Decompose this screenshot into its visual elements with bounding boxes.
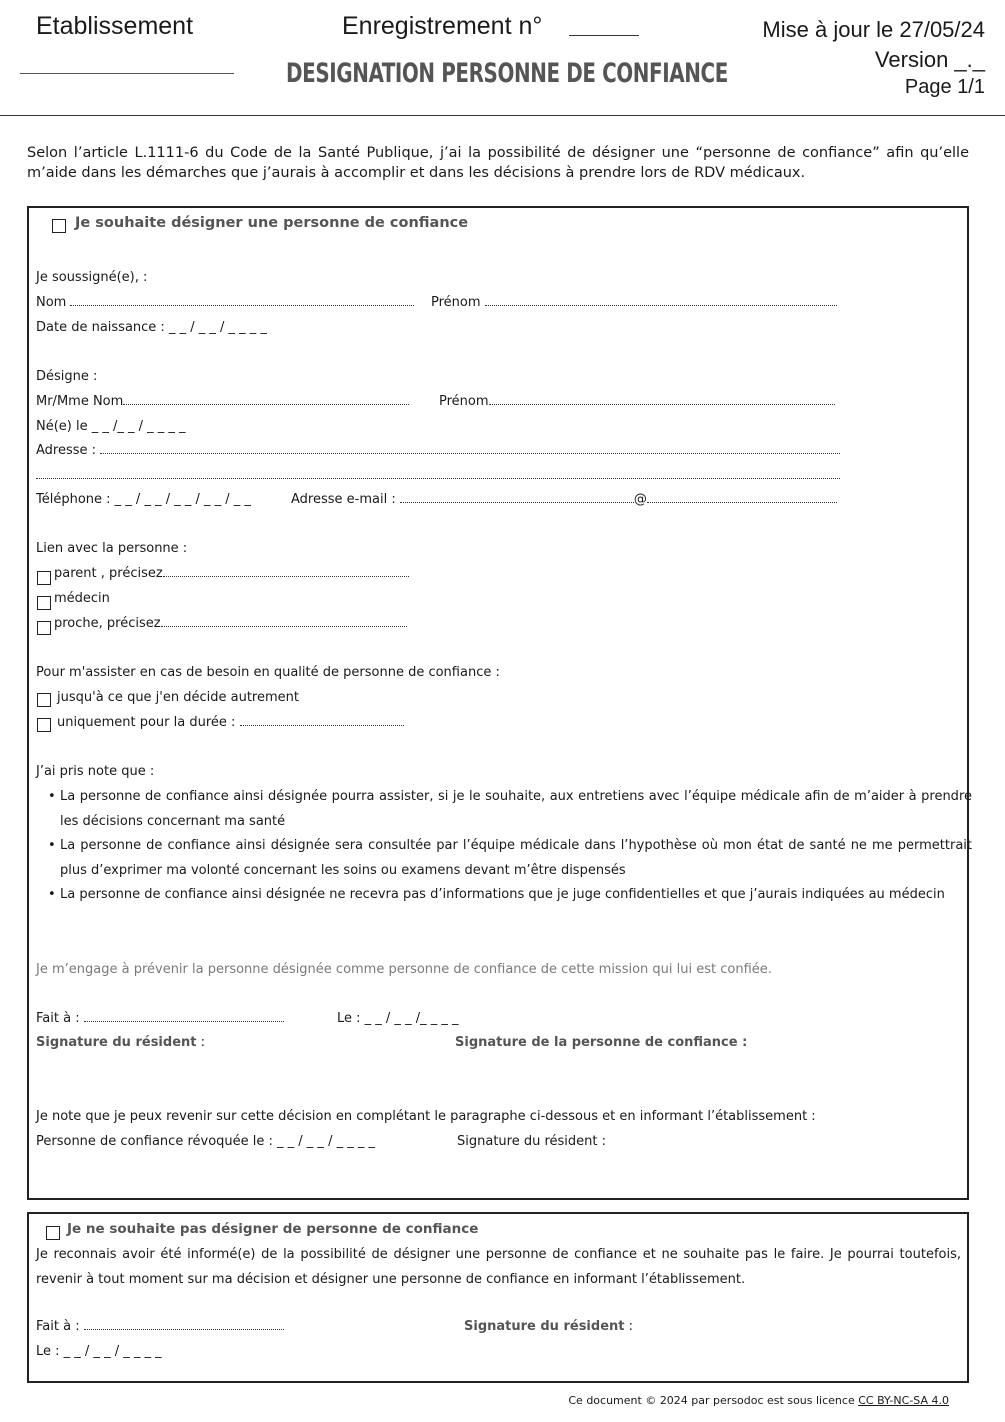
le-date-field-2[interactable]: Le : _ _ / _ _ / _ _ _ _ (36, 1344, 162, 1359)
signature-resident-row (36, 1035, 205, 1050)
mr-mme-nom-row (36, 394, 409, 409)
assister-duree-row (57, 715, 404, 730)
lien-label: Lien avec la personne : (36, 541, 188, 556)
lien-parent-checkbox[interactable] (37, 571, 51, 585)
fait-a-field[interactable] (84, 1020, 284, 1022)
designe-label: Désigne : (36, 369, 98, 384)
lien-proche-field[interactable] (161, 625, 407, 627)
prenom2-label: Prénom (439, 394, 489, 409)
signature-resident-label: Signature du résident (36, 1035, 197, 1050)
fait-a-label: Fait à : (36, 1011, 80, 1026)
enregistrement-blank-line (569, 35, 639, 36)
license-footer (568, 1394, 949, 1407)
revoquee-field[interactable]: Personne de confiance révoquée le : _ _ / _ _ / _ _ _ _ (36, 1134, 375, 1149)
designation-section (27, 206, 972, 1200)
assister-duree-checkbox[interactable] (37, 718, 51, 732)
lien-proche-checkbox[interactable] (37, 621, 51, 635)
email-at: @ (633, 492, 647, 507)
adresse-row-2 (36, 468, 840, 483)
lien-medecin-checkbox[interactable] (37, 596, 51, 610)
etablissement-label: Etablissement (36, 12, 194, 40)
adresse-label: Adresse : (36, 443, 97, 458)
ne-le-field[interactable]: Né(e) le _ _ /_ _ / _ _ _ _ (36, 419, 186, 434)
assister-jusqua-checkbox[interactable] (37, 693, 51, 707)
pris-note-label: J’ai pris note que : (36, 764, 155, 779)
adresse-row (36, 443, 840, 458)
revenir-text: Je note que je peux revenir sur cette décision en complétant le paragraphe ci-dessous et en informant l’établissement : (36, 1109, 816, 1124)
intro-paragraph: Selon l’article L.1111-6 du Code de la Santé Publique, j’ai la possibilité de désigner une “personne de confiance” afin qu’elle m’aide dans les démarches que j’aurais à accomplir et dans les décisions à prendre lors de RDV médicaux. (27, 145, 969, 181)
assister-label: Pour m'assister en cas de besoin en qualité de personne de confiance : (36, 665, 500, 680)
non-designation-section (27, 1212, 969, 1383)
nom-label: Nom (36, 295, 67, 310)
lien-medecin-label: médecin (54, 591, 110, 606)
assister-duree-label: uniquement pour la durée : (57, 715, 236, 730)
signature-resident-3-label: Signature du résident (464, 1319, 625, 1334)
adresse-field-2[interactable] (36, 477, 840, 479)
signature-resident-2-label: Signature du résident : (457, 1134, 607, 1149)
prenom2-field[interactable] (489, 403, 835, 405)
prenom-row (431, 295, 837, 310)
fait-a-row (36, 1011, 284, 1026)
not-designate-checkbox[interactable] (46, 1226, 60, 1240)
not-designate-text: Je reconnais avoir été informé(e) de la possibilité de désigner une personne de confiance et ne souhaite pas le faire. Je pourrai toutefois, revenir à tout moment sur ma décision et désigner une personne de confiance en informant l’établissement. (36, 1247, 961, 1287)
fait-a-row-2 (36, 1319, 284, 1334)
signature-colon-2: : (624, 1319, 633, 1334)
nom-row (36, 295, 414, 310)
signature-resident-3-row (464, 1319, 633, 1334)
note-bullet: • La personne de confiance ainsi désignée ne recevra pas d’informations que je juge confidentielles et que j’aurais indiquées au médecin (60, 883, 972, 908)
adresse-field-1[interactable] (100, 452, 840, 454)
telephone-field[interactable]: Téléphone : _ _ / _ _ / _ _ / _ _ / _ _ (36, 492, 251, 507)
date-naissance-field[interactable]: Date de naissance : _ _ / _ _ / _ _ _ _ (36, 320, 267, 335)
designate-heading: Je souhaite désigner une personne de confiance (75, 215, 469, 231)
soussigne-label: Je soussigné(e), : (36, 270, 148, 285)
designate-checkbox[interactable] (52, 219, 66, 233)
header-divider (0, 115, 1005, 116)
note-bullet: • La personne de confiance ainsi désignée sera consultée par l’équipe médicale dans l’hypothèse où mon état de santé ne me permettrait plus d’exprimer ma volonté concernant les soins ou examens devant m’être dispensés (60, 834, 972, 883)
lien-proche-row (54, 616, 407, 631)
document-title: DESIGNATION PERSONNE DE CONFIANCE (286, 58, 728, 89)
assister-duree-field[interactable] (240, 724, 404, 726)
email-user-field[interactable] (400, 501, 634, 503)
enregistrement-label: Enregistrement n° (342, 12, 543, 40)
prenom-label: Prénom (431, 295, 481, 310)
signature-pdc-label: Signature de la personne de confiance : (455, 1035, 748, 1050)
version-label: Version _._ (874, 47, 985, 72)
fait-a-field-2[interactable] (84, 1328, 284, 1330)
email-label: Adresse e-mail : (291, 492, 396, 507)
lien-parent-field[interactable] (163, 575, 409, 577)
page-number: Page 1/1 (904, 76, 985, 98)
assister-jusqua-label: jusqu'à ce que j'en décide autrement (57, 690, 299, 705)
etablissement-blank-line (20, 73, 234, 74)
lien-parent-label: parent , précisez (54, 566, 163, 581)
not-designate-heading: Je ne souhaite pas désigner de personne de confiance (67, 1221, 479, 1237)
prenom-field[interactable] (485, 304, 837, 306)
email-row (291, 492, 837, 507)
nom-field[interactable] (70, 304, 414, 306)
mr-mme-nom-field[interactable] (123, 403, 409, 405)
mr-mme-nom-label: Mr/Mme Nom (36, 394, 124, 409)
update-date: Mise à jour le 27/05/24 (762, 17, 985, 42)
license-link[interactable]: CC BY-NC-SA 4.0 (858, 1394, 949, 1407)
fait-a-label-2: Fait à : (36, 1319, 80, 1334)
le-date-field[interactable]: Le : _ _ / _ _ /_ _ _ _ (337, 1011, 459, 1026)
lien-parent-row (54, 566, 409, 581)
note-bullet: • La personne de confiance ainsi désignée pourra assister, si je le souhaite, aux entretiens avec l’équipe médicale afin de m’aider à prendre les décisions concernant ma santé (60, 785, 972, 834)
prenom2-row (439, 394, 835, 409)
engagement-text: Je m’engage à prévenir la personne désignée comme personne de confiance de cette mission qui lui est confiée. (36, 962, 772, 977)
signature-colon: : (196, 1035, 205, 1050)
lien-proche-label: proche, précisez (54, 616, 161, 631)
footer-text: Ce document © 2024 par persodoc est sous licence (568, 1394, 859, 1407)
email-domain-field[interactable] (647, 501, 837, 503)
